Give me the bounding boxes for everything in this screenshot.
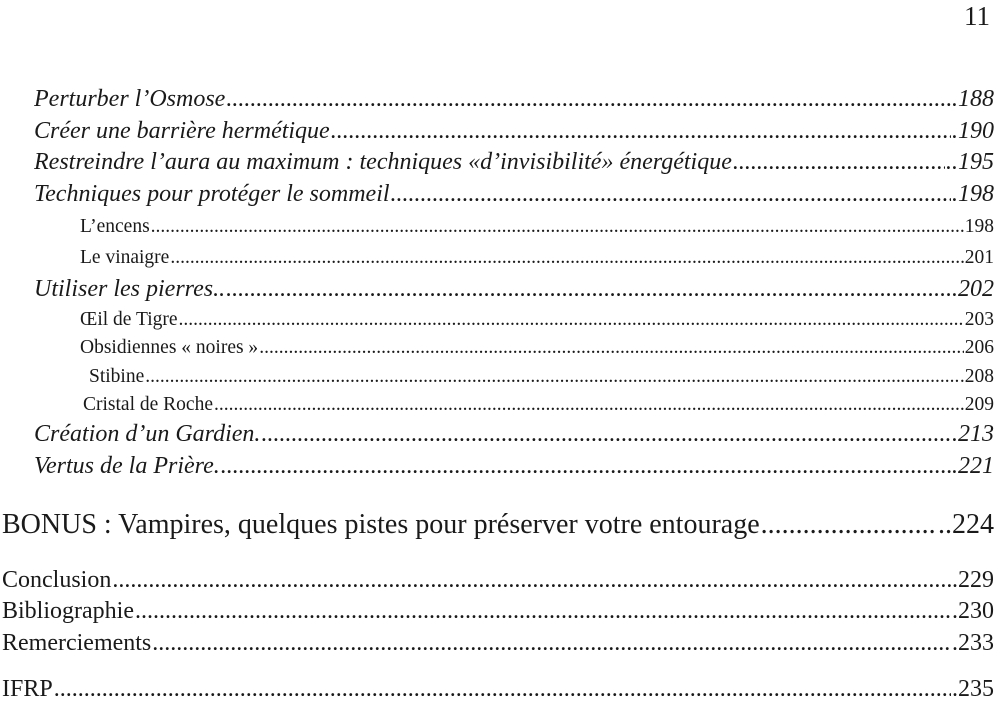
toc-entry-title: Utiliser les pierres.. (34, 276, 226, 302)
toc-entry-page: .198 (959, 216, 994, 237)
toc-entry-title: Conclusion (2, 567, 112, 593)
toc-entry-title: BONUS : Vampires, quelques pistes pour préserver votre entourage (2, 509, 760, 540)
dot-leader (733, 149, 945, 176)
toc-top-entry (2, 598, 994, 628)
toc-entry-title: L’encens (80, 216, 150, 237)
toc-entry-page: .235 (952, 676, 994, 702)
toc-entry-title: Créer une barrière hermétique (34, 118, 330, 144)
toc-entry-title: Remerciements (2, 630, 152, 656)
dot-leader (152, 630, 951, 657)
dot-leader (179, 309, 964, 331)
toc-entry (34, 149, 994, 179)
toc-subentry (80, 247, 994, 273)
toc-entry-title: Restreindre l’aura au maximum : techniques «d’invisibilité» énergétique (34, 149, 732, 175)
toc-entry-title: Bibliographie (2, 598, 134, 624)
toc-entry-title: IFRP (2, 676, 53, 702)
dot-leader (54, 676, 951, 703)
toc-entry-title: Obsidiennes « noires » (80, 337, 259, 358)
toc-entry (34, 276, 994, 306)
toc-top-entry (2, 630, 994, 660)
toc-entry-title: Cristal de Roche (83, 394, 213, 415)
toc-entry-page: ..224 (938, 509, 994, 540)
toc-entry (34, 118, 994, 148)
toc-entry-page: 206 (964, 337, 994, 358)
toc-bonus-entry (2, 509, 994, 543)
toc-entry-title: Œil de Tigre (80, 309, 178, 330)
dot-leader (170, 247, 963, 269)
toc-entry-page: .202 (952, 276, 994, 302)
toc-subentry (80, 309, 994, 335)
toc-entry-page: .188 (952, 86, 994, 112)
toc-entry-page: 201 (964, 247, 994, 268)
toc-subentry (80, 216, 994, 242)
toc-entry-page: .233 (952, 630, 994, 656)
dot-leader (261, 421, 951, 448)
toc-entry (34, 421, 994, 451)
toc-entry-page: .208 (959, 366, 994, 387)
toc-subentry (83, 394, 994, 420)
dot-leader (112, 567, 951, 594)
toc-entry-title: Perturber l’Osmose (34, 86, 226, 112)
toc-entry-page: .198 (952, 181, 994, 207)
toc-entry-page: 203 (964, 309, 994, 330)
toc-entry-title: Techniques pour protéger le sommeil (34, 181, 390, 207)
dot-leader (145, 366, 959, 388)
dot-leader (226, 86, 951, 113)
toc-entry-page: .229 (952, 567, 994, 593)
dot-leader (259, 337, 964, 359)
dot-leader (761, 509, 937, 541)
toc-top-entry (2, 676, 994, 706)
dot-leader (226, 276, 951, 303)
toc-entry-page: .213 (952, 421, 994, 447)
toc-top-entry (2, 567, 994, 597)
toc-entry-title: Création d’un Gardien. (34, 421, 261, 447)
dot-leader (391, 181, 951, 208)
toc-entry-title: Vertus de la Prière. (34, 453, 220, 479)
dot-leader (331, 118, 951, 145)
toc-entry-page: .230 (952, 598, 994, 624)
page-number: 11 (964, 1, 990, 31)
toc-subentry (80, 337, 994, 363)
toc-entry-page: .209 (959, 394, 994, 415)
toc-entry-title: Stibine (89, 366, 145, 387)
toc-entry-title: Le vinaigre (80, 247, 170, 268)
toc-entry-page: .190 (952, 118, 994, 144)
toc-entry (34, 181, 994, 211)
dot-leader (135, 598, 951, 625)
dot-leader (214, 394, 959, 416)
toc-subentry (89, 366, 994, 392)
toc-entry (34, 86, 994, 116)
toc-entry (34, 453, 994, 483)
dot-leader (151, 216, 959, 238)
toc-entry-page: .221 (952, 453, 994, 479)
dot-leader (221, 453, 951, 480)
toc-entry-page: ..195 (946, 149, 994, 175)
